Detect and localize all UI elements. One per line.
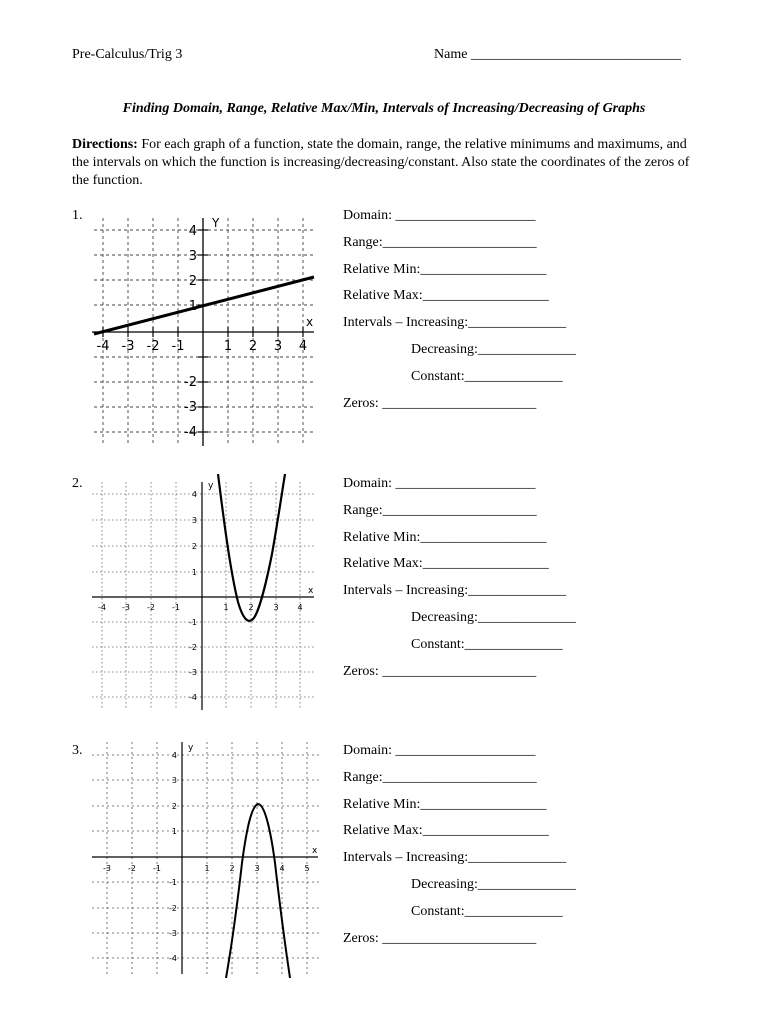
relative-max-field[interactable]: Relative Max:__________________ — [343, 823, 549, 838]
relative-min-field[interactable]: Relative Min:__________________ — [343, 797, 547, 812]
decreasing-field[interactable]: Decreasing:______________ — [411, 877, 576, 892]
y-tick-label: -1 — [169, 878, 177, 887]
y-tick-label: -4 — [184, 425, 197, 440]
domain-field[interactable]: Domain: ____________________ — [343, 743, 536, 758]
directions — [72, 136, 692, 190]
grid-2 — [92, 482, 316, 708]
y-tick-label: 2 — [191, 542, 197, 551]
problem-2-number: 2. — [72, 476, 83, 491]
course-title: Pre-Calculus/Trig 3 — [72, 47, 183, 62]
x-axis-label-2: x — [308, 586, 314, 596]
directions-text: For each graph of a function, state the domain, range, the relative minimums and maximums, and the intervals on which the function is increasing/decreasing/constant. Also state the coordinates of the zeros of the function. — [72, 137, 690, 188]
x-tick-label: 4 — [297, 603, 303, 612]
x-tick-label: -4 — [96, 339, 110, 354]
x-tick-label: -2 — [147, 603, 155, 612]
domain-field[interactable]: Domain: ____________________ — [343, 476, 536, 491]
y-tick-label: 4 — [171, 751, 177, 760]
range-field[interactable]: Range:______________________ — [343, 503, 537, 518]
y-tick-labels-2 — [189, 490, 197, 702]
y-tick-label: -3 — [169, 929, 177, 938]
decreasing-field[interactable]: Decreasing:______________ — [411, 342, 576, 357]
increasing-field[interactable]: Intervals – Increasing:______________ — [343, 315, 567, 330]
graph-3 — [88, 738, 324, 980]
relative-max-field[interactable]: Relative Max:__________________ — [343, 288, 549, 303]
y-axis-label-1: Y — [212, 216, 220, 230]
y-axis-label-2: y — [208, 481, 214, 491]
y-tick-label: 4 — [188, 224, 197, 239]
y-tick-label: -3 — [189, 668, 197, 677]
increasing-field[interactable]: Intervals – Increasing:______________ — [343, 583, 567, 598]
axes-1 — [92, 218, 314, 446]
x-tick-label: -1 — [171, 339, 185, 354]
x-tick-label: 1 — [223, 339, 233, 354]
y-tick-label: 2 — [188, 274, 197, 289]
x-tick-label: 2 — [229, 864, 235, 873]
constant-field[interactable]: Constant:______________ — [411, 369, 563, 384]
zeros-field[interactable]: Zeros: ______________________ — [343, 664, 537, 679]
problem-1-number: 1. — [72, 208, 83, 223]
relative-min-field[interactable]: Relative Min:__________________ — [343, 530, 547, 545]
graph-1 — [88, 214, 320, 452]
y-tick-label: -3 — [184, 400, 197, 415]
x-tick-label: 2 — [248, 603, 254, 612]
y-tick-label: 1 — [171, 827, 177, 836]
x-tick-label: -2 — [128, 864, 136, 873]
x-tick-label: 2 — [248, 339, 258, 354]
relative-min-field[interactable]: Relative Min:__________________ — [343, 262, 547, 277]
graph-2 — [88, 474, 320, 714]
x-tick-label: -3 — [122, 603, 130, 612]
problem-3-number: 3. — [72, 743, 83, 758]
x-tick-label: 3 — [254, 864, 260, 873]
grid-3 — [92, 742, 320, 974]
domain-field[interactable]: Domain: ____________________ — [343, 208, 536, 223]
y-tick-label: 1 — [191, 568, 197, 577]
directions-label: Directions: — [72, 137, 138, 152]
x-tick-labels-1 — [97, 339, 308, 354]
y-tick-label: -2 — [169, 904, 177, 913]
range-field[interactable]: Range:______________________ — [343, 235, 537, 250]
x-tick-label: 3 — [273, 603, 279, 612]
y-tick-label: 3 — [188, 249, 197, 264]
y-tick-label: -1 — [189, 618, 197, 627]
y-tick-label: 3 — [191, 516, 197, 525]
name-field[interactable]: Name ______________________________ — [434, 47, 681, 62]
zeros-field[interactable]: Zeros: ______________________ — [343, 396, 537, 411]
function-curve-1 — [94, 277, 314, 334]
y-tick-label: 4 — [191, 490, 197, 499]
y-tick-label: -4 — [169, 954, 177, 963]
relative-max-field[interactable]: Relative Max:__________________ — [343, 556, 549, 571]
x-tick-label: -2 — [146, 339, 160, 354]
y-tick-label: 1 — [188, 299, 197, 314]
x-tick-label: 4 — [279, 864, 285, 873]
increasing-field[interactable]: Intervals – Increasing:______________ — [343, 850, 567, 865]
function-curve-2 — [218, 474, 285, 621]
y-tick-label: 3 — [171, 776, 177, 785]
x-tick-label: 5 — [304, 864, 310, 873]
x-axis-label-3: x — [312, 846, 318, 856]
y-tick-label: 2 — [171, 802, 177, 811]
x-tick-label: -3 — [121, 339, 135, 354]
x-tick-label: -4 — [98, 603, 106, 612]
x-tick-label: 1 — [223, 603, 229, 612]
x-tick-label: -3 — [103, 864, 111, 873]
x-tick-labels-2 — [98, 603, 303, 612]
x-axis-label-1: x — [306, 315, 314, 329]
range-field[interactable]: Range:______________________ — [343, 770, 537, 785]
y-tick-label: -2 — [184, 375, 197, 390]
x-tick-label: -1 — [172, 603, 180, 612]
x-tick-labels-3 — [103, 864, 310, 873]
x-tick-label: -1 — [153, 864, 161, 873]
x-tick-label: 3 — [273, 339, 283, 354]
y-tick-label: -4 — [189, 693, 197, 702]
y-tick-label: -2 — [189, 643, 197, 652]
worksheet-title: Finding Domain, Range, Relative Max/Min, Intervals of Increasing/Decreasing of Graphs — [122, 101, 646, 116]
decreasing-field[interactable]: Decreasing:______________ — [411, 610, 576, 625]
constant-field[interactable]: Constant:______________ — [411, 637, 563, 652]
y-axis-label-3: y — [188, 743, 194, 753]
axes-2 — [92, 482, 314, 710]
constant-field[interactable]: Constant:______________ — [411, 904, 563, 919]
function-curve-3 — [226, 804, 290, 978]
x-tick-label: 1 — [204, 864, 210, 873]
x-tick-label: 4 — [298, 339, 308, 354]
zeros-field[interactable]: Zeros: ______________________ — [343, 931, 537, 946]
